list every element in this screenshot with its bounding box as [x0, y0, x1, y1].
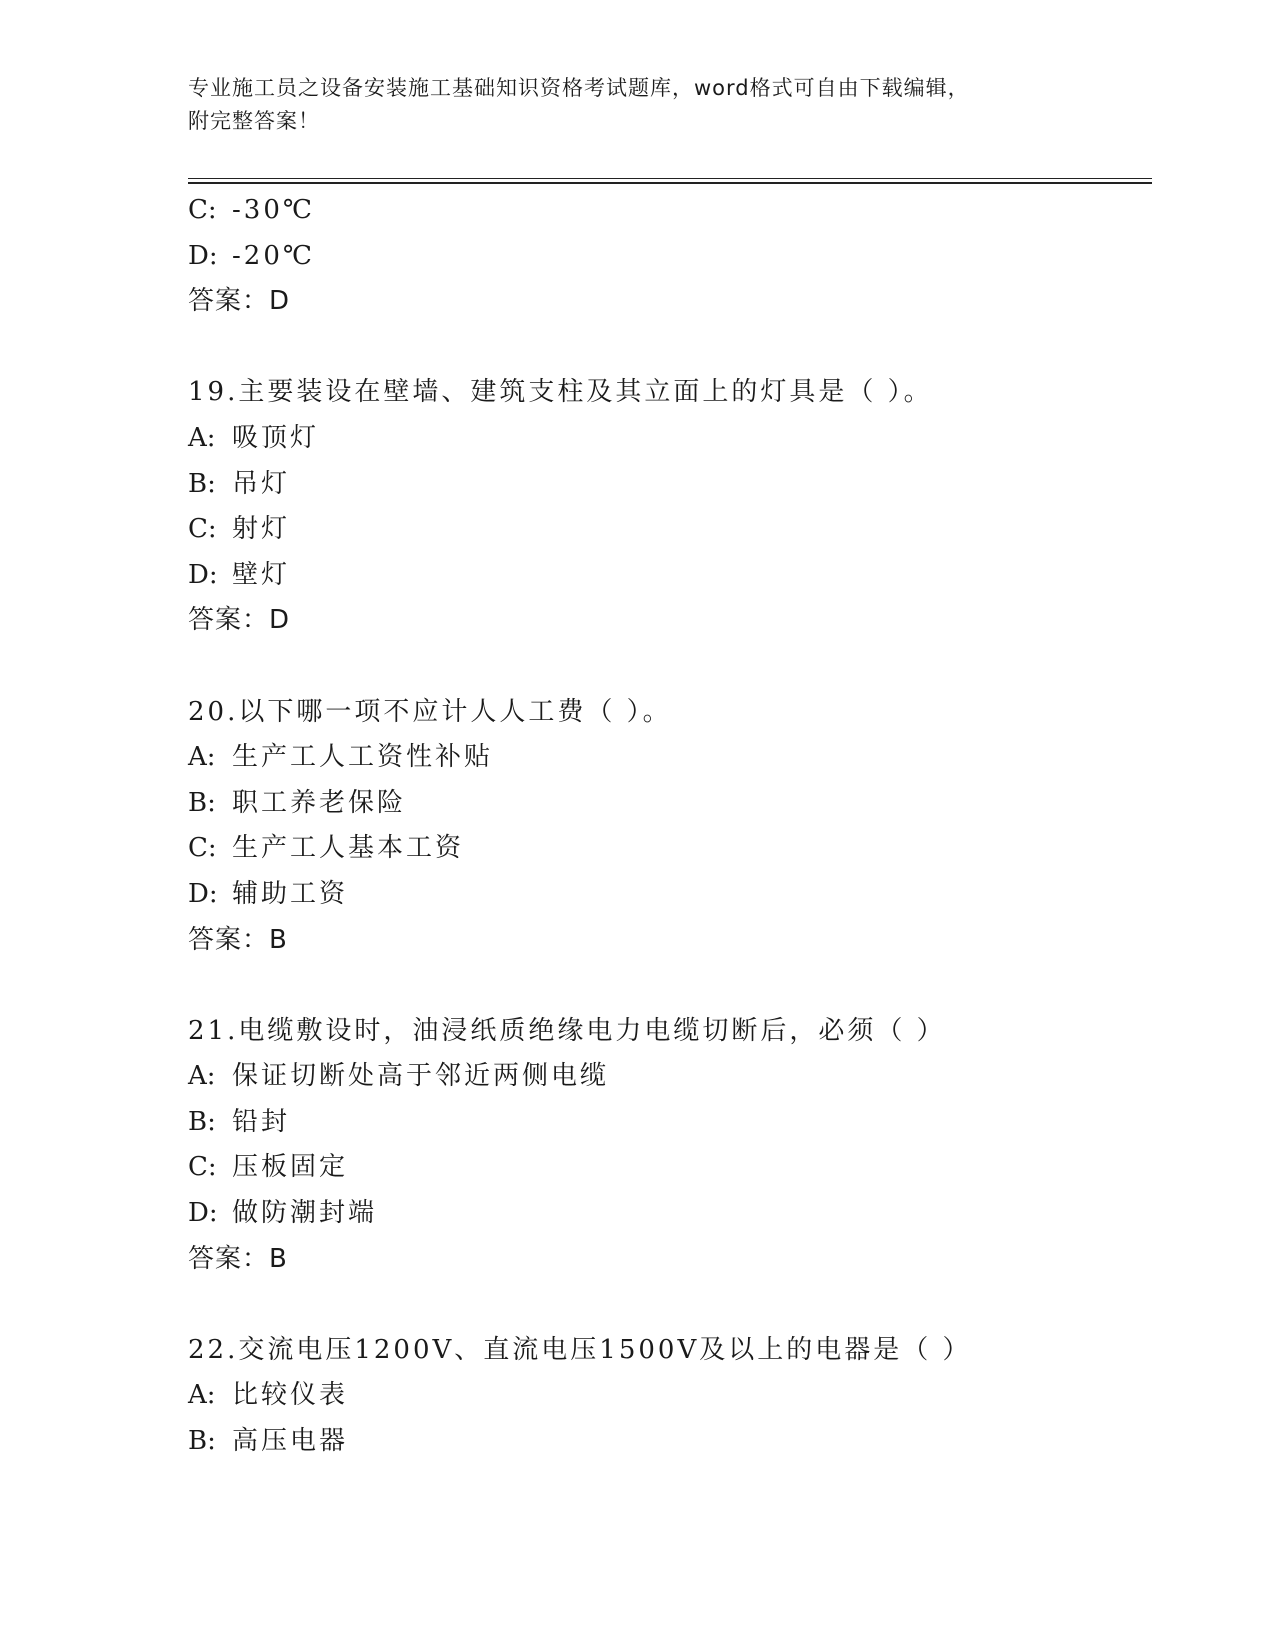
option-row [188, 872, 1148, 918]
option-row [188, 1145, 1148, 1191]
option-text: 职工养老保险 [232, 787, 407, 818]
option-letter: D: [188, 240, 218, 271]
option-letter: A: [188, 742, 216, 773]
option-text: 比较仪表 [232, 1380, 349, 1411]
answer-line: 答案：D [188, 286, 291, 317]
option-text: 吊灯 [232, 468, 291, 499]
question-stem: 20.以下哪一项不应计人人工费（ ）。 [188, 696, 672, 727]
option-row [188, 234, 1148, 280]
document-header [188, 72, 1088, 138]
option-row [188, 553, 1148, 599]
spacer [188, 963, 1148, 1009]
option-letter: C: [188, 195, 217, 225]
option-row [188, 1191, 1148, 1237]
option-row [188, 1100, 1148, 1146]
spacer [188, 644, 1148, 690]
option-text: 生产工人基本工资 [232, 833, 465, 864]
option-row [188, 1373, 1148, 1419]
option-row [188, 735, 1148, 781]
option-letter: B: [188, 468, 216, 499]
option-text: 压板固定 [232, 1152, 349, 1183]
header-line-1: 专业施工员之设备安装施工基础知识资格考试题库，word格式可自由下载编辑， [188, 76, 970, 100]
option-letter: B: [188, 1106, 216, 1137]
option-text: 壁灯 [232, 559, 291, 590]
option-letter: B: [188, 1426, 216, 1457]
option-text: 做防潮封端 [232, 1198, 378, 1229]
answer-line: 答案：B [188, 1243, 288, 1274]
option-letter: C: [188, 1152, 217, 1183]
option-letter: A: [188, 1380, 216, 1411]
question-stem: 21.电缆敷设时，油浸纸质绝缘电力电缆切断后，必须（ ） [188, 1015, 946, 1046]
option-letter: A: [188, 1061, 216, 1092]
question-list [188, 188, 1148, 1465]
option-text: 高压电器 [232, 1426, 349, 1457]
option-text: 保证切断处高于邻近两侧电缆 [232, 1061, 610, 1092]
option-letter: C: [188, 833, 217, 864]
option-row [188, 1419, 1148, 1465]
header-line-2: 附完整答案！ [188, 109, 320, 133]
option-letter: D: [188, 878, 218, 909]
option-letter: D: [188, 559, 218, 590]
option-letter: C: [188, 514, 217, 545]
option-text: 生产工人工资性补贴 [232, 742, 494, 773]
option-row [188, 416, 1148, 462]
option-row [188, 188, 1148, 234]
option-text: 吸顶灯 [232, 422, 320, 453]
option-letter: A: [188, 422, 216, 453]
option-row [188, 781, 1148, 827]
spacer [188, 325, 1148, 371]
answer-line: 答案：B [188, 924, 288, 955]
header-rule-top [188, 178, 1152, 179]
option-row [188, 507, 1148, 553]
option-text: 铅封 [232, 1106, 291, 1137]
option-row [188, 462, 1148, 508]
answer-line: 答案：D [188, 605, 291, 636]
option-letter: D: [188, 1198, 218, 1229]
option-row [188, 826, 1148, 872]
option-text: -30℃ [232, 195, 315, 225]
spacer [188, 1282, 1148, 1328]
option-letter: B: [188, 787, 216, 818]
option-text: 辅助工资 [232, 878, 349, 909]
option-text: 射灯 [232, 514, 291, 545]
question-stem: 19.主要装设在壁墙、建筑支柱及其立面上的灯具是（ ）。 [188, 377, 933, 408]
option-row [188, 1054, 1148, 1100]
header-rule-bottom [188, 182, 1152, 184]
option-text: -20℃ [232, 240, 315, 271]
question-stem: 22.交流电压1200V、直流电压1500V及以上的电器是（ ） [188, 1334, 972, 1365]
